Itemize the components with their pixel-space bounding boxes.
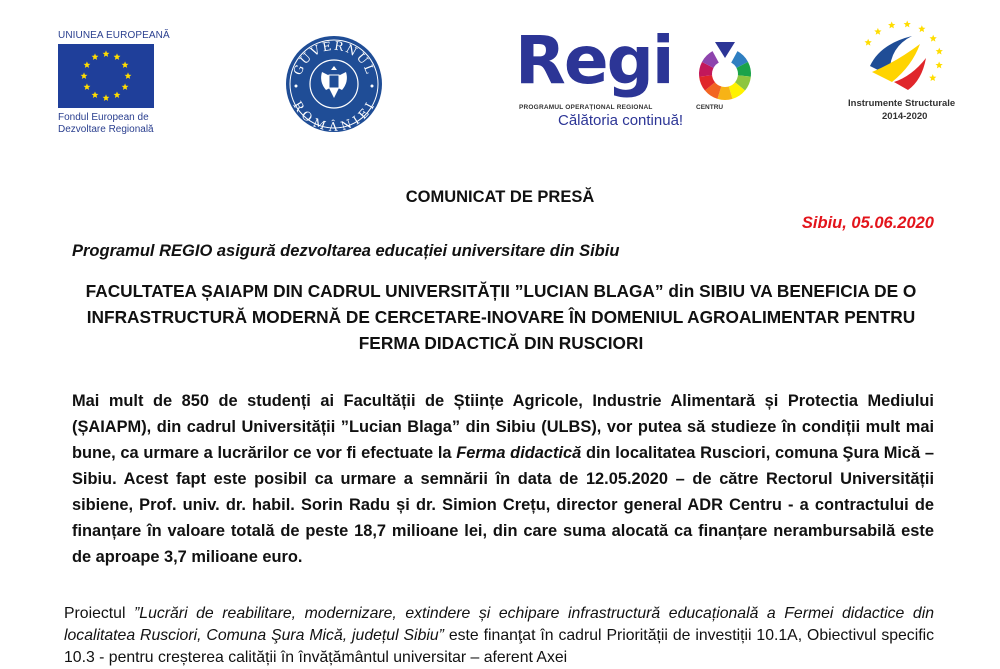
star-icon — [114, 53, 121, 60]
gov-top-text: GUVERNUL — [290, 38, 378, 78]
eu-logo-bottom-text — [58, 112, 168, 136]
star-icon — [92, 53, 99, 60]
body-paragraph — [64, 603, 934, 669]
star-icon — [918, 25, 925, 32]
star-icon — [122, 83, 129, 90]
press-release-title: COMUNICAT DE PRESĂ — [405, 188, 595, 206]
structural-line2: 2014-2020 — [882, 111, 928, 122]
gov-bottom-text: ROMÂNIEI — [290, 98, 378, 134]
star-icon — [125, 72, 132, 79]
body-text-1: Proiectul — [64, 605, 135, 622]
star-icon — [888, 21, 895, 28]
eu-flag-icon — [58, 44, 154, 108]
star-icon — [936, 61, 943, 68]
regio-wordmark: Regi — [515, 22, 673, 99]
body-text-2: este finanţat în cadrul Priorității de investiții 10.1A, Obiectivul specific 10.3 - pentru creșterea calității în învățământul universitar – aferent Axei — [64, 627, 934, 666]
logo-bar — [0, 0, 1000, 150]
structural-line1: Instrumente Structurale — [848, 98, 956, 109]
star-icon — [81, 72, 88, 79]
regio-region-text: CENTRU — [696, 104, 724, 111]
press-release-headline: FACULTATEA ȘAIAPM DIN CADRUL UNIVERSITĂȚII ”LUCIAN BLAGA” din SIBIU VA BENEFICIA DE O INFRASTRUCTURĂ MODERNĂ DE CERCETARE-INOVARE ÎN DOMENIUL AGROALIMENTAR PENTRU FERMA DIDACTICĂ DIN RUSCIORI — [85, 281, 917, 353]
lead-text-2: din localitatea Rusciori, comuna Şura Mică – Sibiu. Acest fapt este posibil ca urmare a semnării în data de 12.05.2020 – de către Rectorul Universității sibiene, Prof. univ. dr. habil. Sorin Radu și dr. Simion Crețu, director general ADR Centru - a contractului de finanțare în valoare totală de peste 18,7 milioane lei, din care suma alocată ca finanțare nerambursabilă este de aproape 3,7 milioane euro. — [72, 444, 934, 566]
structural-instruments-icon — [852, 20, 962, 98]
eu-fund-line2: Dezvoltare Regională — [58, 124, 154, 135]
lead-italic-farm: Ferma didactică — [456, 444, 582, 462]
body-italic-project-title: ”Lucrări de reabilitare, modernizare, extindere și echipare infrastructură educațională a Fermei didactice din localitatea Rusciori, Comuna Şura Mică, județul Sibiu” — [64, 605, 934, 644]
star-icon — [874, 28, 881, 35]
government-seal-icon — [284, 34, 384, 134]
star-icon — [929, 74, 936, 81]
regio-tagline: Călătoria continuă! — [558, 112, 684, 129]
star-icon — [92, 91, 99, 98]
lead-paragraph — [72, 388, 934, 570]
eu-logo — [58, 30, 168, 136]
star-icon — [84, 83, 91, 90]
regio-logo — [515, 22, 765, 133]
star-icon — [936, 48, 943, 55]
regio-color-wheel-icon — [693, 38, 757, 102]
star-icon — [103, 94, 110, 101]
star-icon — [930, 35, 937, 42]
government-seal-logo — [284, 34, 384, 134]
star-icon — [103, 50, 110, 57]
star-icon — [122, 61, 129, 68]
lead-text-1: Mai mult de 850 de studenți ai Facultății de Științe Agricole, Industrie Alimentară și Protectia Mediului (ȘAIAPM), din cadrul Universității ”Lucian Blaga” din Sibiu (ULBS), vor putea să studieze în condiții mult mai bune, ca urmare a lucrărilor ce vor fi efectuate la — [72, 392, 934, 462]
structural-instruments-logo — [842, 20, 972, 130]
eu-logo-top-text: UNIUNEA EUROPEANĂ — [58, 30, 170, 41]
eu-stars-icon — [58, 44, 154, 108]
star-icon — [904, 21, 911, 28]
eu-fund-line1: Fondul European de — [58, 112, 149, 123]
star-icon — [865, 39, 872, 46]
star-icon — [114, 91, 121, 98]
press-release-subtitle: Programul REGIO asigură dezvoltarea educației universitare din Sibiu — [72, 242, 620, 260]
regio-program-text: PROGRAMUL OPERAȚIONAL REGIONAL — [519, 104, 653, 111]
star-icon — [84, 61, 91, 68]
press-release-date: Sibiu, 05.06.2020 — [801, 214, 934, 232]
